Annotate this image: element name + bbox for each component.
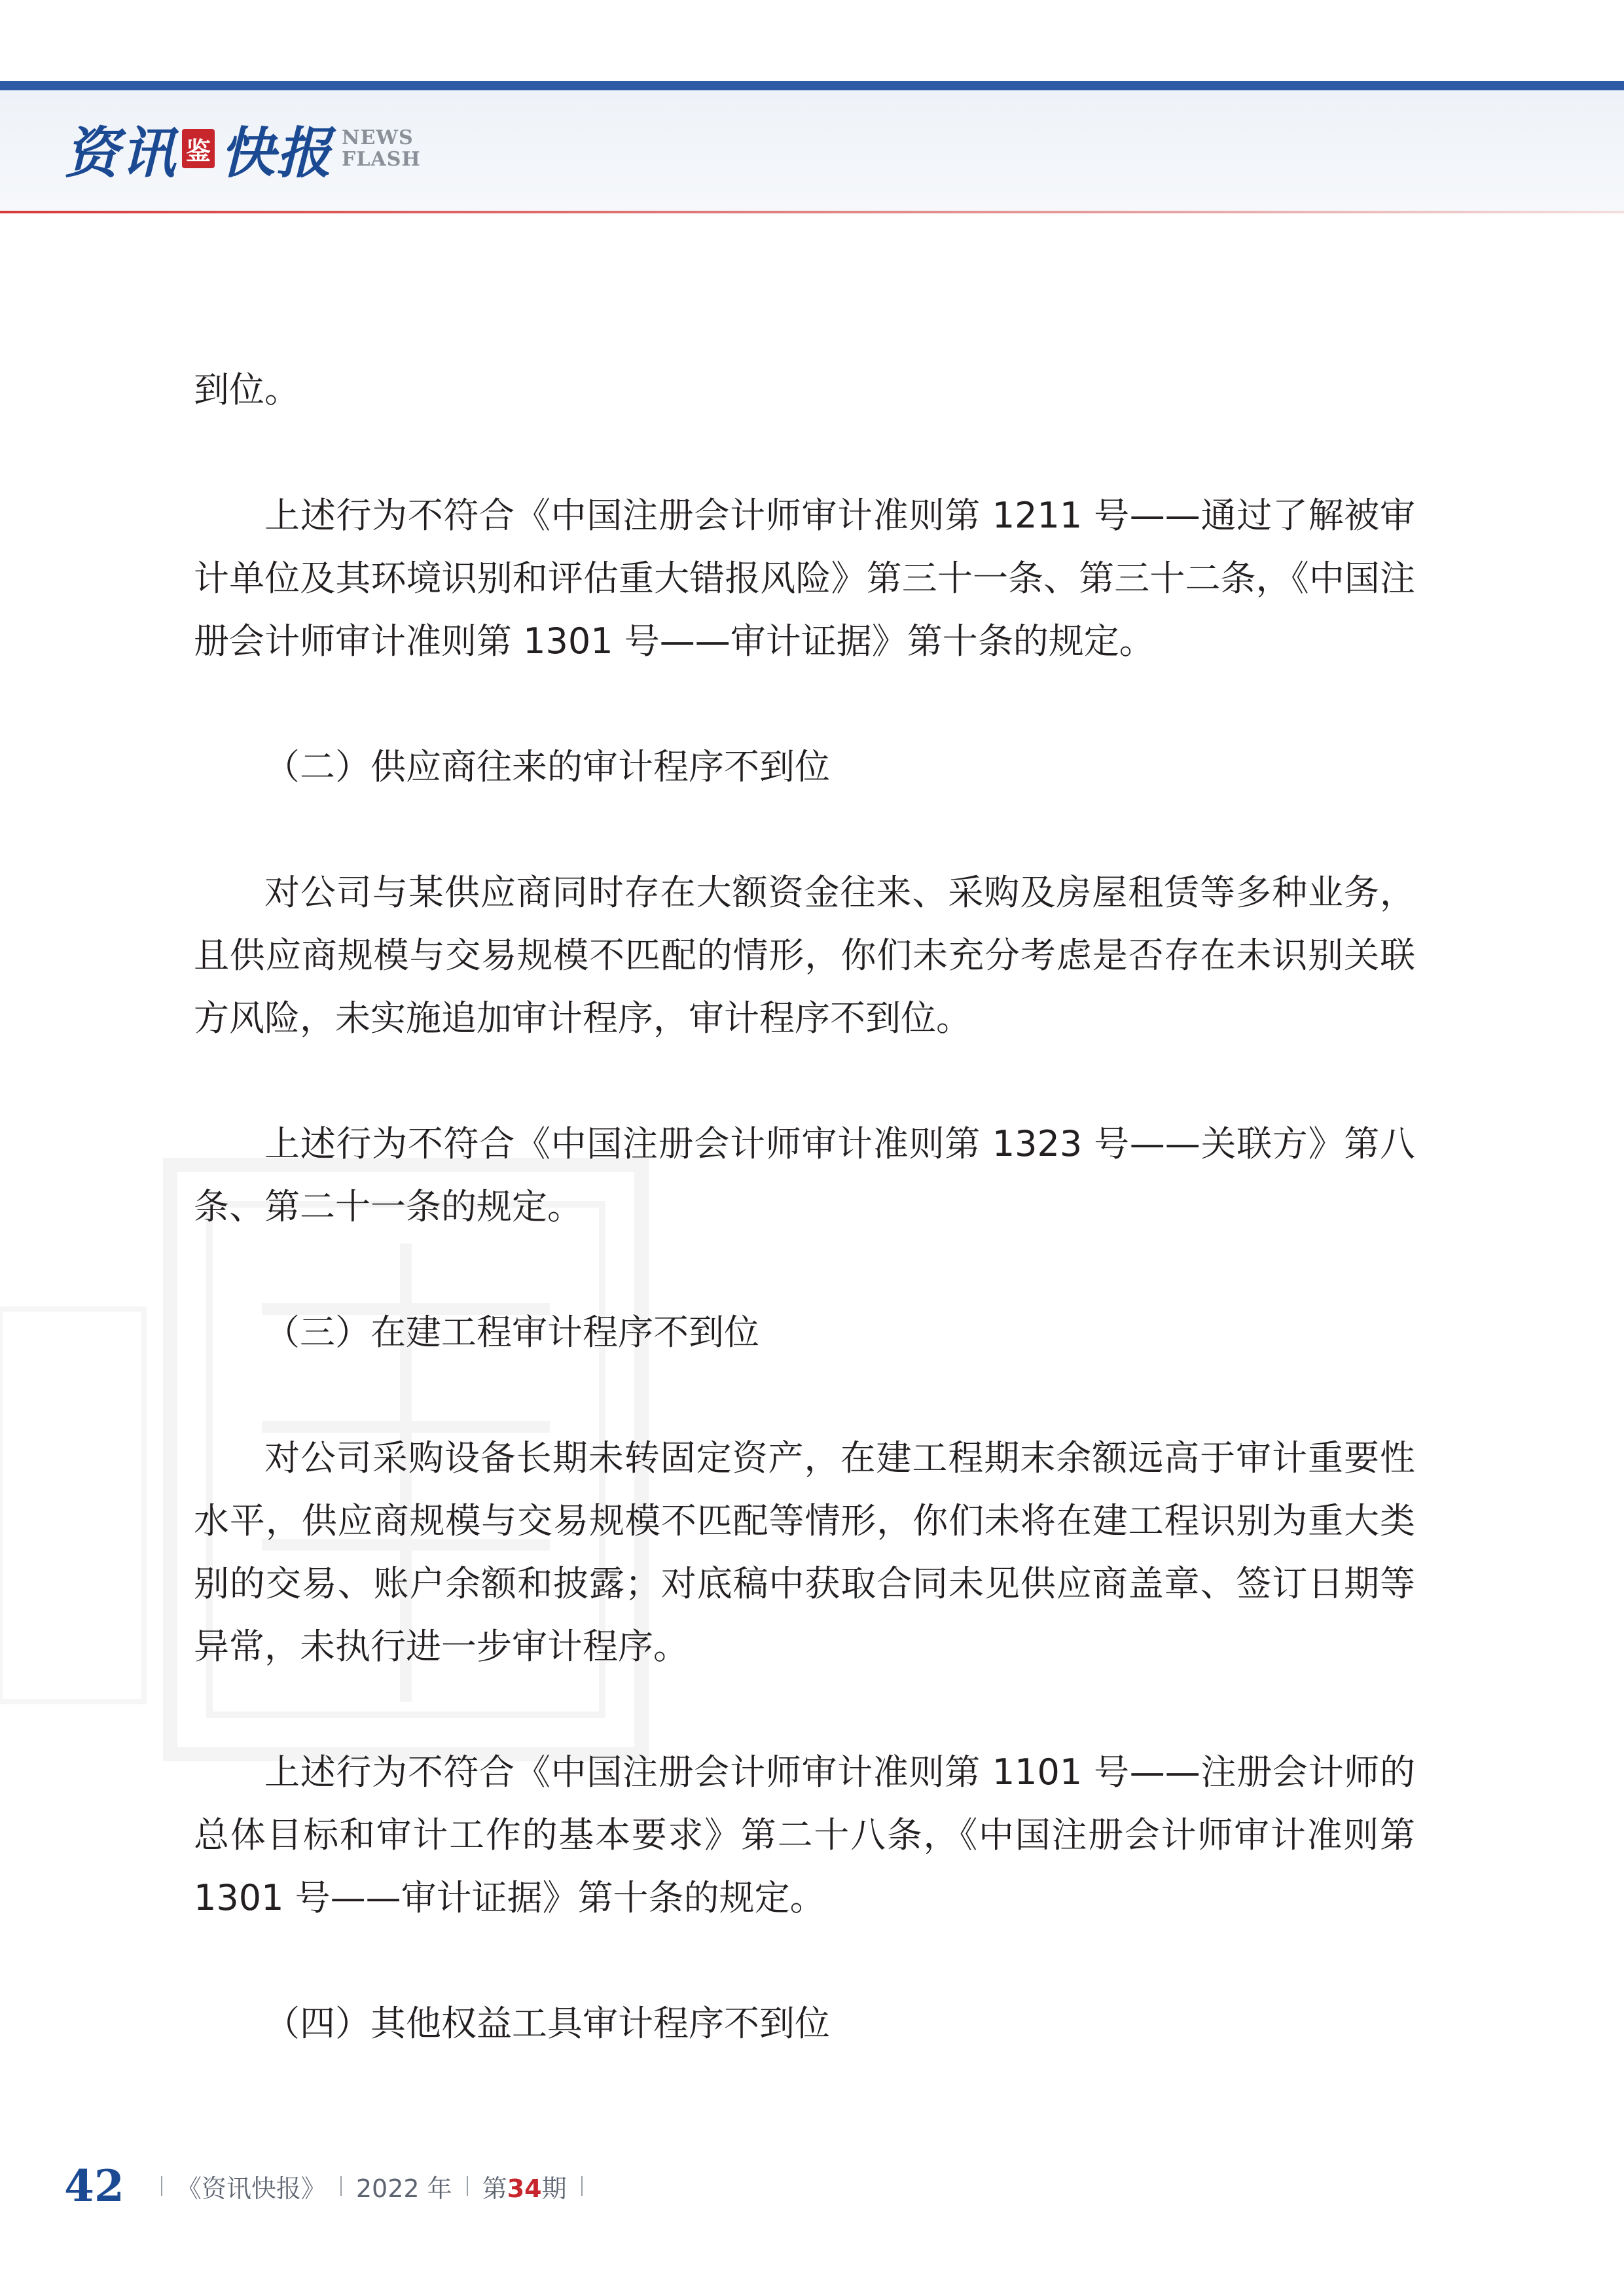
paragraph-continuation: 到位。 xyxy=(194,369,300,410)
brand-english-line1: NEWS xyxy=(342,126,414,149)
page-number: 42 xyxy=(64,2161,124,2212)
header-red-rule xyxy=(0,211,1624,213)
issue-prefix: 第 xyxy=(482,2174,507,2203)
publication-name: 《资讯快报》 xyxy=(176,2174,326,2203)
paragraph: 上述行为不符合《中国注册会计师审计准则第 1101 号——注册会计师的总体目标和审计工作的基本要求》第二十八条，《中国注册会计师审计准则第 1301 号——审计证据》第十条的规定。 xyxy=(194,1751,1415,1918)
paragraph: 上述行为不符合《中国注册会计师审计准则第 1211 号——通过了解被审计单位及其环境识别和评估重大错报风险》第三十一条、第三十二条，《中国注册会计师审计准则第 1301 号——审计证据》第十条的规定。 xyxy=(194,495,1415,662)
brand-english-line2: FLASH xyxy=(342,148,421,171)
footer-divider xyxy=(467,2176,468,2196)
header-top-bar xyxy=(0,81,1624,90)
issue-suffix: 期 xyxy=(541,2174,567,2203)
issue-label xyxy=(482,2168,567,2204)
footer-divider xyxy=(340,2176,342,2196)
article-body xyxy=(194,359,1415,2118)
brand-seal-icon: 鉴 xyxy=(182,129,215,168)
paragraph: 对公司采购设备长期未转固定资产，在建工程期末余额远高于审计重要性水平，供应商规模与交易规模不匹配等情形，你们未将在建工程识别为重大类别的交易、账户余额和披露；对底稿中获取合同未见供应商盖章、签订日期等异常，未执行进一步审计程序。 xyxy=(194,1437,1415,1667)
issue-number: 34 xyxy=(507,2174,542,2203)
footer-divider xyxy=(161,2176,162,2196)
paragraph: 上述行为不符合《中国注册会计师审计准则第 1323 号——关联方》第八条、第二十一条的规定。 xyxy=(194,1123,1415,1227)
brand-english xyxy=(342,127,421,170)
page-footer xyxy=(64,2160,597,2212)
brand-title-part2: 快报 xyxy=(220,120,333,185)
brand-title-part1: 资讯 xyxy=(64,120,177,185)
section-heading: （三）在建工程审计程序不到位 xyxy=(264,1312,759,1353)
paragraph: 对公司与某供应商同时存在大额资金往来、采购及房屋租赁等多种业务，且供应商规模与交易规模不匹配的情形，你们未充分考虑是否存在未识别关联方风险，未实施追加审计程序，审计程序不到位。 xyxy=(194,872,1415,1039)
publication-year: 2022 年 xyxy=(355,2174,452,2203)
section-heading: （二）供应商往来的审计程序不到位 xyxy=(264,746,830,787)
footer-divider xyxy=(581,2176,583,2196)
brand-logo xyxy=(64,113,421,185)
section-heading: （四）其他权益工具审计程序不到位 xyxy=(264,2003,830,2044)
